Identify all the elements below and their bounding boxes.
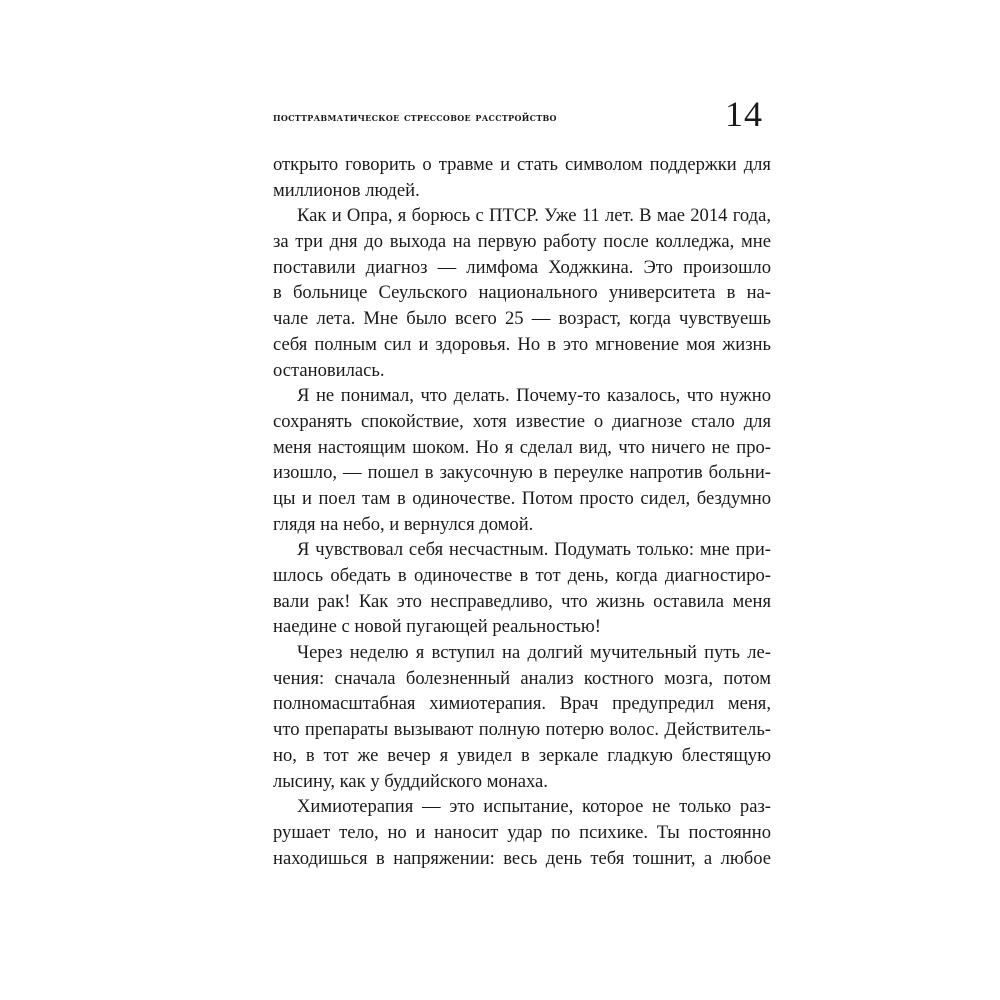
text-line: себя полным сил и здоровья. Но в это мгновение моя жизнь <box>273 333 771 355</box>
text-line: вали рак! Как это несправедливо, что жизнь оставила меня <box>273 590 771 612</box>
text-line: цы и поел там в одиночестве. Потом просто сидел, бездумно <box>273 487 771 509</box>
text-line: Через неделю я вступил на долгий мучительный путь ле- <box>297 642 771 664</box>
text-line: шлось обедать в одиночестве в тот день, когда диагностиро- <box>273 565 771 586</box>
text-line: чале лета. Мне было всего 25 — возраст, когда чувствуешь <box>273 308 771 330</box>
text-line: полномасштабная химиотерапия. Врач предупредил меня, <box>273 693 771 715</box>
page-number: 14 <box>725 94 763 134</box>
text-line: но, в тот же вечер я увидел в зеркале гладкую блестящую <box>273 744 771 766</box>
text-line: что препараты вызывают полную потерю волос. Действитель- <box>273 719 771 741</box>
text-line: Я не понимал, что делать. Почему-то казалось, что нужно <box>297 385 771 407</box>
text-line: Я чувствовал себя несчастным. Подумать только: мне при- <box>297 539 771 561</box>
text-line: в больнице Сеульского национального университета в на- <box>273 282 771 304</box>
text-line: миллионов людей. <box>273 179 420 201</box>
running-head: посттравматическое стрессовое расстройство <box>273 110 557 124</box>
text-line: открыто говорить о травме и стать символом поддержки для <box>273 154 771 175</box>
text-line: находишься в напряжении: весь день тебя тошнит, а любое <box>273 847 771 869</box>
text-line: поставили диагноз — лимфома Ходжкина. Это произошло <box>273 256 771 278</box>
text-line: изошло, — пошел в закусочную в переулке напротив больни- <box>273 462 771 484</box>
text-line: Химиотерапия — это испытание, которое не только раз- <box>297 796 771 818</box>
text-line: Как и Опра, я борюсь с ПТСР. Уже 11 лет. В мае 2014 года, <box>297 205 771 227</box>
text-line: меня настоящим шоком. Но я сделал вид, что ничего не про- <box>273 436 771 458</box>
text-line: глядя на небо, и вернулся домой. <box>273 513 534 535</box>
text-line: сохранять спокойствие, хотя известие о диагнозе стало для <box>273 410 771 432</box>
text-line: чения: сначала болезненный анализ костного мозга, потом <box>273 667 771 689</box>
body-text <box>273 152 771 871</box>
text-line: наедине с новой пугающей реальностью! <box>273 616 601 638</box>
text-line: остановилась. <box>273 359 385 381</box>
text-line: рушает тело, но и наносит удар по психике. Ты постоянно <box>273 821 771 843</box>
text-line: лысину, как у буддийского монаха. <box>273 770 548 792</box>
text-line: за три дня до выхода на первую работу после колледжа, мне <box>273 231 771 253</box>
